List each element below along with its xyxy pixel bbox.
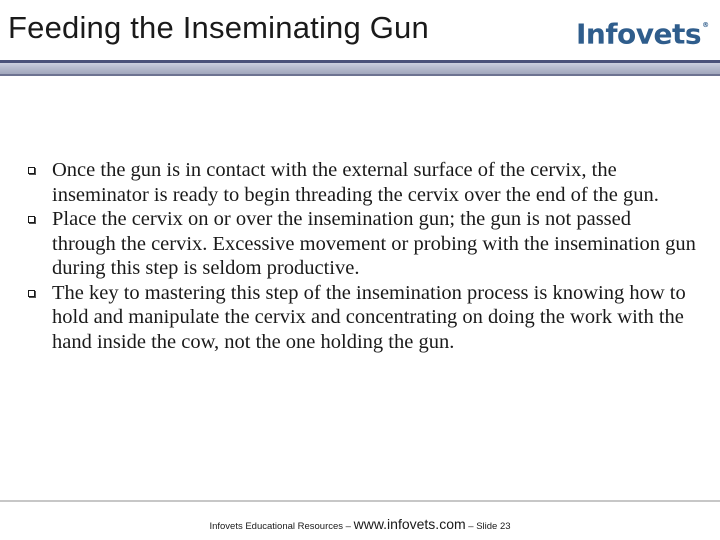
slide-title: Feeding the Inseminating Gun bbox=[8, 10, 429, 45]
square-bullet-icon bbox=[28, 167, 35, 174]
header-divider-bar bbox=[0, 60, 720, 76]
square-bullet-icon bbox=[28, 216, 35, 223]
slide-footer bbox=[0, 516, 720, 532]
bullet-list bbox=[28, 158, 698, 354]
bullet-text: Place the cervix on or over the insemination gun; the gun is not passed through the cervix. Excessive movement or probing with the insemination gun during this step is seldom productive. bbox=[52, 208, 696, 279]
logo-text-info: Info bbox=[576, 17, 636, 51]
header-bar-top-line bbox=[0, 60, 720, 63]
footer-url: www.infovets.com bbox=[353, 516, 466, 532]
footer-slide-number: – Slide 23 bbox=[465, 521, 511, 532]
bullet-text: Once the gun is in contact with the external surface of the cervix, the inseminator is ready to begin threading the cervix over the end of the gun. bbox=[52, 159, 659, 206]
square-bullet-icon bbox=[28, 290, 35, 297]
bullet-item bbox=[28, 158, 698, 207]
footer-divider bbox=[0, 500, 720, 502]
bullet-item bbox=[28, 207, 698, 281]
footer-prefix: Infovets Educational Resources – bbox=[209, 521, 354, 532]
header-bar-bottom-line bbox=[0, 74, 720, 76]
logo-registered-mark: ® bbox=[702, 21, 709, 29]
bullet-item bbox=[28, 281, 698, 355]
bullet-text: The key to mastering this step of the insemination process is knowing how to hold and manipulate the cervix and concentrating on doing the work with the hand inside the cow, not the one holding the gun. bbox=[52, 281, 686, 353]
logo-text-vets: vets bbox=[635, 17, 702, 51]
infovets-logo bbox=[576, 11, 709, 51]
